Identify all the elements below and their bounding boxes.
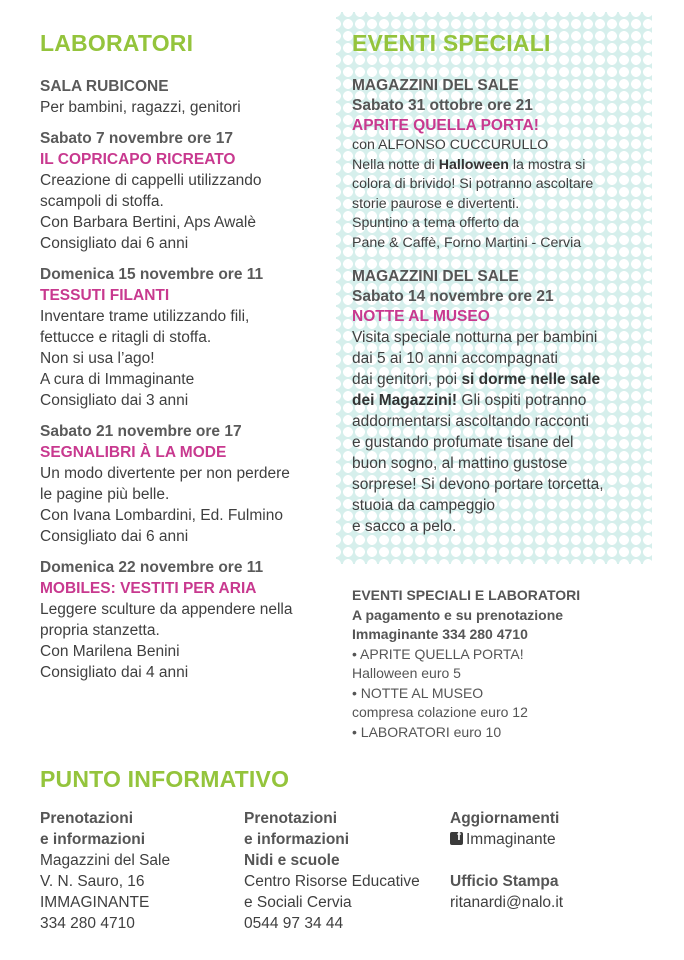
event-line: propria stanzetta. — [40, 622, 160, 639]
info-heading: Prenotazioni — [40, 810, 134, 827]
sala-title: SALA RUBICONE — [40, 78, 169, 95]
info-heading: e informazioni — [244, 831, 350, 848]
event-line: colora di brivido! Si potranno ascoltare — [352, 176, 594, 192]
event-line: e gustando profumate tisane del — [352, 434, 574, 451]
event-date: Domenica 15 novembre ore 11 — [40, 266, 264, 283]
event-line: Consigliato dai 6 anni — [40, 528, 189, 545]
event-line: A cura di Immaginante — [40, 371, 195, 388]
email-link[interactable]: ritanardi@nalo.it — [450, 894, 564, 911]
info-column-2 — [244, 808, 444, 934]
event-date: Sabato 7 novembre ore 17 — [40, 130, 233, 147]
event-line: sorprese! Si devono portare torcetta, — [352, 476, 604, 493]
event-guest: con ALFONSO CUCCURULLO — [352, 137, 549, 153]
event-title: APRITE QUELLA PORTA! — [352, 117, 539, 134]
prices-phone: Immaginante 334 280 4710 — [352, 626, 528, 642]
eventi-speciali-title: EVENTI SPECIALI — [352, 30, 551, 56]
event-line: le pagine più belle. — [40, 486, 170, 503]
event-title: SEGNALIBRI À LA MODE — [40, 444, 227, 461]
event-line: Con Marilena Benini — [40, 643, 180, 660]
event-place: MAGAZZINI DEL SALE — [352, 268, 519, 285]
event-line: Un modo divertente per non perdere — [40, 465, 290, 482]
info-phone: 0544 97 34 44 — [244, 915, 344, 932]
prices-box — [352, 586, 652, 742]
event-line: Con Barbara Bertini, Aps Awalè — [40, 214, 256, 231]
prices-line: • LABORATORI euro 10 — [352, 723, 502, 740]
event-date: Sabato 14 novembre ore 21 — [352, 288, 554, 305]
lab-event — [40, 128, 340, 254]
info-heading: e informazioni — [40, 831, 146, 848]
event-line: Visita speciale notturna per bambini — [352, 329, 598, 346]
event-line: storie paurose e divertenti. — [352, 195, 520, 212]
special-event-museo — [352, 267, 642, 537]
punto-informativo-title: PUNTO INFORMATIVO — [40, 766, 290, 792]
event-line: Nella notte di Halloween la mostra si — [352, 156, 586, 173]
event-line: Pane & Caffè, Forno Martini - Cervia — [352, 234, 582, 251]
lab-event — [40, 421, 340, 547]
event-line: Creazione di cappelli utilizzando — [40, 172, 262, 189]
event-line: Leggere sculture da appendere nella — [40, 601, 293, 618]
info-line: Magazzini del Sale — [40, 852, 171, 869]
info-line: Centro Risorse Educative — [244, 873, 420, 890]
event-title: IL COPRICAPO RICREATO — [40, 151, 236, 168]
info-phone: 334 280 4710 — [40, 915, 135, 932]
event-line: stuoia da campeggio — [352, 497, 496, 514]
prices-heading: EVENTI SPECIALI E LABORATORI — [352, 587, 581, 603]
laboratori-title: LABORATORI — [40, 30, 194, 56]
event-line: fettucce e ritagli di stoffa. — [40, 329, 212, 346]
info-line: e Sociali Cervia — [244, 894, 352, 911]
event-place: MAGAZZINI DEL SALE — [352, 77, 519, 94]
lab-event — [40, 264, 340, 411]
prices-line: A pagamento e su prenotazione — [352, 606, 564, 623]
event-line: addormentarsi ascoltando racconti — [352, 413, 589, 430]
event-line: Consigliato dai 3 anni — [40, 392, 189, 409]
eventi-column — [352, 76, 642, 547]
info-line: V. N. Sauro, 16 — [40, 873, 145, 890]
prices-line: compresa colazione euro 12 — [352, 704, 528, 720]
event-line: buon sogno, al mattino gustose — [352, 455, 568, 472]
event-line: dai genitori, poi si dorme nelle sale — [352, 371, 601, 388]
event-line: Inventare trame utilizzando fili, — [40, 308, 250, 325]
event-line: Con Ivana Lombardini, Ed. Fulmino — [40, 507, 283, 524]
special-event-halloween — [352, 76, 642, 253]
event-title: MOBILES: VESTITI PER ARIA — [40, 580, 257, 597]
prices-line: • NOTTE AL MUSEO — [352, 684, 484, 701]
event-line: dai 5 ai 10 anni accompagnati — [352, 350, 558, 367]
event-line: scampoli di stoffa. — [40, 193, 164, 210]
event-line: Consigliato dai 4 anni — [40, 664, 189, 681]
prices-line: Halloween euro 5 — [352, 665, 461, 681]
event-date: Sabato 31 ottobre ore 21 — [352, 97, 533, 114]
info-column-3 — [450, 808, 650, 913]
event-date: Sabato 21 novembre ore 17 — [40, 423, 242, 440]
sala-subtitle: Per bambini, ragazzi, genitori — [40, 99, 241, 116]
lab-event — [40, 557, 340, 683]
event-line: Spuntino a tema offerto da — [352, 215, 519, 231]
laboratori-column — [40, 76, 340, 693]
info-heading: Ufficio Stampa — [450, 873, 559, 890]
facebook-icon — [450, 832, 463, 845]
event-line: e sacco a pelo. — [352, 518, 457, 535]
event-line: dei Magazzini! Gli ospiti potranno — [352, 392, 587, 409]
event-line: Non si usa l’ago! — [40, 350, 155, 367]
info-column-1 — [40, 808, 230, 934]
info-heading: Prenotazioni — [244, 810, 338, 827]
event-title: TESSUTI FILANTI — [40, 287, 170, 304]
event-title: NOTTE AL MUSEO — [352, 308, 490, 325]
event-date: Domenica 22 novembre ore 11 — [40, 559, 264, 576]
event-line: Consigliato dai 6 anni — [40, 235, 189, 252]
info-heading: Nidi e scuole — [244, 852, 340, 869]
prices-line: • APRITE QUELLA PORTA! — [352, 645, 524, 662]
info-heading: Aggiornamenti — [450, 810, 560, 827]
info-line: IMMAGINANTE — [40, 894, 150, 911]
facebook-link[interactable]: fImmaginante — [450, 829, 650, 850]
